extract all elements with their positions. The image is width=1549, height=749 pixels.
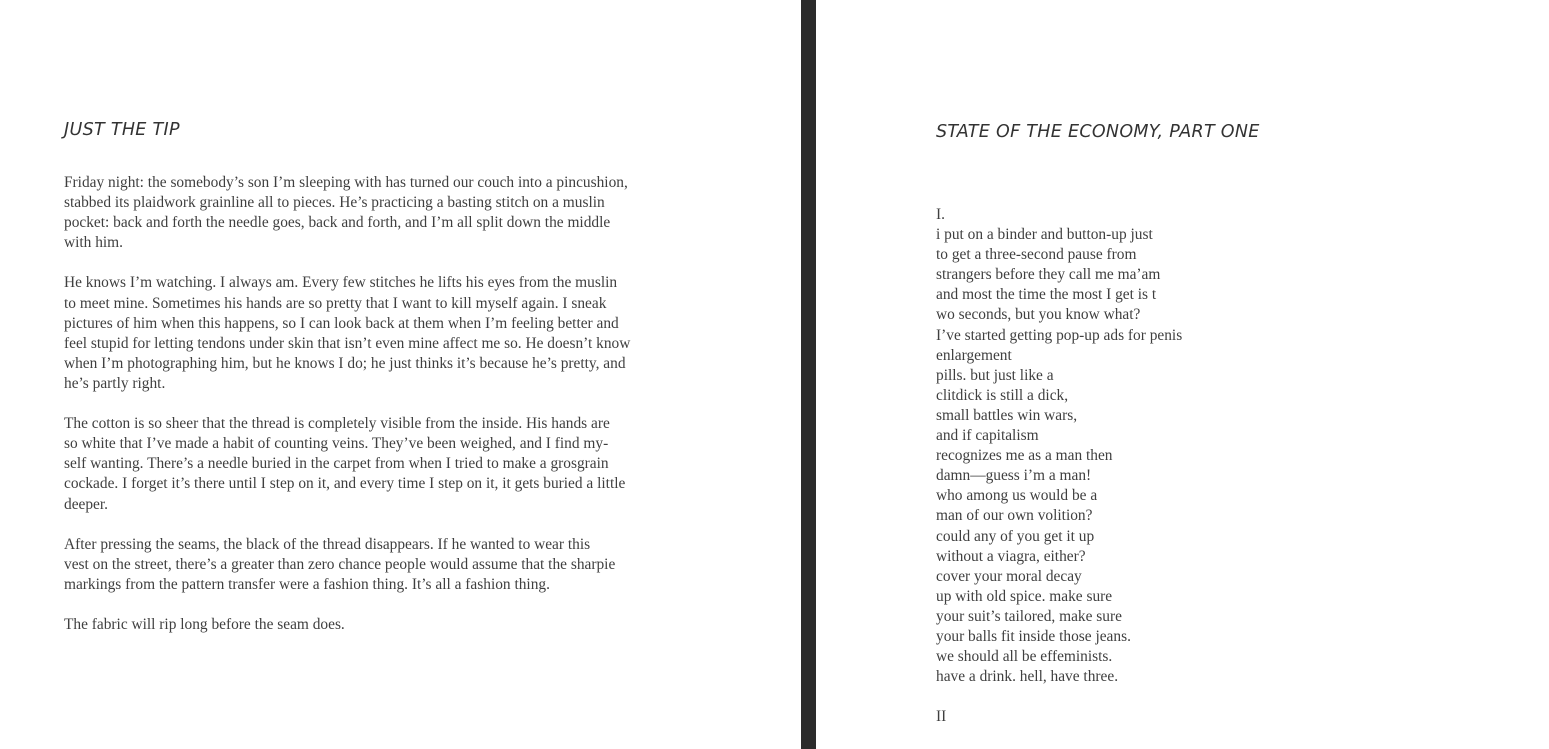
prose-line: The cotton is so sheer that the thread is completely visible from the inside. His hands are [64, 415, 610, 433]
prose-line: vest on the street, there’s a greater than zero chance people would assume that the sharpie [64, 555, 616, 573]
poem-line: and most the time the most I get is t [936, 286, 1157, 304]
prose-line: pocket: back and forth the needle goes, back and forth, and I’m all split down the middle [64, 214, 611, 232]
poem-line: and if capitalism [936, 427, 1039, 445]
poem-line: could any of you get it up [936, 527, 1095, 545]
poem-line: who among us would be a [936, 487, 1098, 505]
prose-line: deeper. [64, 495, 109, 513]
prose-line: Friday night: the somebody’s son I’m sleeping with has turned our couch into a pincushion, [64, 174, 628, 191]
prose-line: The fabric will rip long before the seam does. [64, 616, 345, 634]
prose-paragraph [64, 414, 704, 514]
prose-paragraph [64, 535, 704, 595]
page-gutter [801, 0, 816, 749]
prose-line: After pressing the seams, the black of the thread disappears. If he wanted to wear this [64, 535, 591, 553]
poem-line: wo seconds, but you know what? [936, 306, 1141, 324]
poem-line: i put on a binder and button-up just [936, 226, 1153, 244]
prose-line: he’s partly right. [64, 374, 166, 392]
poem-line: strangers before they call me ma’am [936, 266, 1161, 284]
prose-line: cockade. I forget it’s there until I step on it, and every time I step on it, it gets buried a little [64, 475, 626, 493]
prose-paragraph [64, 615, 704, 635]
prose-line: feel stupid for letting tendons under skin that isn’t even mine affect me so. He doesn’t know [64, 334, 631, 352]
right-page [816, 0, 1549, 749]
poem-line: without a viagra, either? [936, 547, 1086, 565]
left-page-title: JUST THE TIP [64, 120, 180, 140]
prose-line: when I’m photographing him, but he knows I do; he just thinks it’s because he’s pretty, and [64, 354, 626, 372]
section-spacer [936, 687, 1496, 707]
prose-line: with him. [64, 234, 123, 252]
poem-line: cover your moral decay [936, 567, 1082, 585]
poem-body [936, 205, 1496, 727]
prose-line: self wanting. There’s a needle buried in the carpet from when I tried to make a grosgrain [64, 455, 609, 473]
prose-line: pictures of him when this happens, so I can look back at them when I’m feeling better and [64, 314, 619, 332]
poem-section-one [936, 225, 1496, 687]
prose-paragraph [64, 173, 704, 253]
poem-line: enlargement [936, 346, 1012, 364]
prose-paragraph [64, 273, 704, 394]
poem-line: your suit’s tailored, make sure [936, 607, 1122, 625]
poem-line: I’ve started getting pop-up ads for penis [936, 326, 1183, 344]
poem-line: to get a three-second pause from [936, 246, 1137, 264]
prose-line: so white that I’ve made a habit of counting veins. They’ve been weighed, and I find my- [64, 435, 609, 453]
poem-line: clitdick is still a dick, [936, 386, 1069, 404]
poem-line: pills. but just like a [936, 366, 1054, 384]
poem-line: man of our own volition? [936, 507, 1093, 525]
poem-line: damn—guess i’m a man! [936, 467, 1092, 485]
prose-line: stabbed its plaidwork grainline all to pieces. He’s practicing a basting stitch on a muslin [64, 194, 605, 212]
poem-line: small battles win wars, [936, 406, 1078, 424]
right-page-title: STATE OF THE ECONOMY, PART ONE [936, 122, 1260, 142]
poem-line: have a drink. hell, have three. [936, 668, 1119, 686]
prose-body [64, 173, 704, 655]
poem-line: your balls fit inside those jeans. [936, 627, 1131, 645]
prose-line: markings from the pattern transfer were a fashion thing. It’s all a fashion thing. [64, 575, 550, 593]
poem-section-two-mark: II [936, 708, 947, 726]
prose-line: He knows I’m watching. I always am. Every few stitches he lifts his eyes from the muslin [64, 274, 618, 292]
poem-line: up with old spice. make sure [936, 587, 1113, 605]
prose-line: to meet mine. Sometimes his hands are so pretty that I want to kill myself again. I sneak [64, 294, 607, 312]
poem-line: recognizes me as a man then [936, 447, 1113, 465]
poem-line: we should all be effeminists. [936, 648, 1113, 666]
poem-section-one-mark: I. [936, 206, 945, 223]
